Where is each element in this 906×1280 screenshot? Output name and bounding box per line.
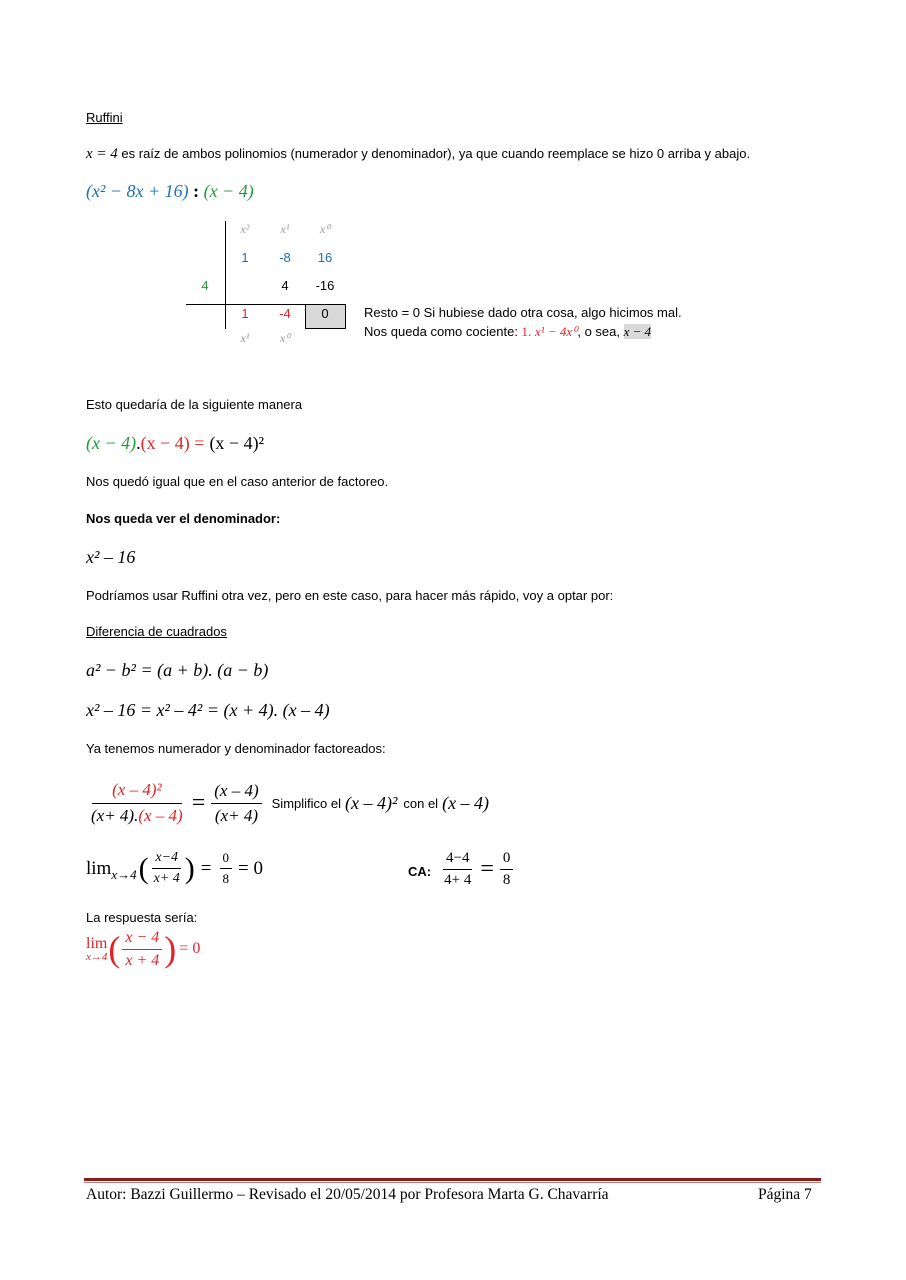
fraction-right-den: (x+ 4) bbox=[214, 805, 258, 825]
eight-den: 8 bbox=[222, 871, 230, 886]
dividend: (x² − 8x + 16) bbox=[86, 181, 189, 201]
fraction-right-num: (x – 4) bbox=[211, 781, 261, 804]
mid-1: 4 bbox=[281, 278, 289, 293]
cociente-final: x − 4 bbox=[623, 324, 652, 339]
final-eq: = 0 bbox=[179, 940, 201, 957]
footer-page-number: Página 7 bbox=[758, 1186, 812, 1203]
ca-label: CA: bbox=[408, 864, 432, 879]
ca-num: 4−4 bbox=[443, 850, 472, 870]
simplify-a: (x – 4)² bbox=[345, 792, 398, 813]
coeff-1: 1 bbox=[241, 250, 249, 265]
factor-dot: . bbox=[136, 433, 141, 453]
resto-text: Resto = 0 Si hubiese dado otra cosa, algo hicimos mal. bbox=[364, 305, 682, 320]
lim-eq2: = 0 bbox=[238, 857, 263, 879]
factor-b: (x − 4) = bbox=[140, 433, 205, 453]
factored-fraction-line bbox=[86, 780, 489, 826]
fraction-right bbox=[211, 781, 261, 826]
difference-formula: a² − b² = (a + b). (a − b) bbox=[86, 660, 269, 680]
final-paren-close: ) bbox=[164, 929, 177, 969]
factored-equation bbox=[86, 433, 264, 454]
lim-fraction bbox=[151, 850, 183, 887]
ruffini-root: 4 bbox=[201, 278, 209, 293]
final-fraction bbox=[122, 929, 162, 970]
cociente-line bbox=[364, 324, 651, 340]
final-den: x + 4 bbox=[125, 951, 160, 969]
respuesta-label: La respuesta sería: bbox=[86, 910, 198, 925]
ca-den: 4+ 4 bbox=[444, 872, 472, 888]
ca-check bbox=[408, 850, 515, 889]
ca-eq: = bbox=[480, 856, 494, 882]
root-eq: x = 4 bbox=[86, 146, 118, 162]
root-text: es raíz de ambos polinomios (numerador y denominador), ya que cuando reemplace se hizo 0 arriba y abajo. bbox=[117, 146, 751, 161]
simplify-b: (x – 4) bbox=[442, 792, 490, 813]
lim-eq1: = bbox=[200, 857, 212, 879]
lim-sub: x→4 bbox=[111, 866, 137, 882]
denominator-heading: Nos queda ver el denominador: bbox=[86, 511, 281, 526]
final-lim-word: lim bbox=[86, 935, 108, 952]
label-x1: x¹ bbox=[280, 222, 290, 236]
final-lim-sub: x→4 bbox=[86, 951, 108, 963]
ya-tenemos-text: Ya tenemos numerador y denominador factoreados: bbox=[86, 741, 386, 756]
label-x0: x⁰ bbox=[319, 222, 331, 236]
table-horizontal-rule bbox=[186, 304, 306, 305]
den-part-b: (x – 4) bbox=[138, 806, 183, 825]
diferencia-heading: Diferencia de cuadrados bbox=[86, 624, 227, 639]
final-paren-open: ( bbox=[108, 929, 121, 969]
footer-rule-thin bbox=[84, 1182, 821, 1183]
ca-result bbox=[500, 850, 514, 889]
esto-text: Esto quedaría de la siguiente manera bbox=[86, 397, 303, 412]
difference-application: x² – 16 = x² – 4² = (x + 4). (x – 4) bbox=[86, 700, 330, 720]
lim-word: lim bbox=[86, 857, 112, 879]
cociente-prefix: Nos queda como cociente: bbox=[364, 324, 522, 339]
lim-paren-open: ( bbox=[138, 851, 149, 885]
remainder: 0 bbox=[321, 306, 329, 321]
cociente-expr: x¹ − 4x⁰ bbox=[534, 324, 578, 339]
result-1: 1 bbox=[241, 306, 249, 321]
den-part-a: (x+ 4). bbox=[91, 806, 139, 825]
con-el-label: con el bbox=[403, 795, 439, 811]
ca-fraction bbox=[441, 850, 474, 889]
limit-line bbox=[86, 850, 263, 887]
bottom-label-x1: x¹ bbox=[240, 331, 250, 345]
ca-eight: 8 bbox=[502, 872, 511, 888]
footer-rule bbox=[84, 1178, 821, 1181]
lim-paren-close: ) bbox=[184, 851, 195, 885]
denominator-expression: x² – 16 bbox=[86, 547, 136, 567]
final-answer bbox=[86, 928, 200, 970]
fraction-equals: = bbox=[191, 789, 206, 816]
zero-num: 0 bbox=[220, 850, 233, 869]
result-2: -4 bbox=[279, 306, 291, 321]
factor-a: (x − 4) bbox=[86, 433, 137, 453]
coeff-2: -8 bbox=[279, 250, 291, 265]
cociente-one: 1. bbox=[521, 324, 532, 339]
divisor: (x − 4) bbox=[203, 181, 254, 201]
cociente-mid: , o sea, bbox=[577, 324, 624, 339]
nos-quedo-text: Nos quedó igual que en el caso anterior de factoreo. bbox=[86, 474, 389, 489]
lim-den: x+ 4 bbox=[153, 871, 180, 886]
lim-num: x−4 bbox=[152, 850, 181, 869]
ca-zero: 0 bbox=[500, 850, 514, 870]
factor-c: (x − 4)² bbox=[209, 433, 264, 453]
ruffini-heading: Ruffini bbox=[86, 110, 123, 125]
division-sep: : bbox=[188, 181, 204, 201]
coeff-3: 16 bbox=[317, 250, 333, 265]
fraction-left-den bbox=[88, 804, 186, 826]
final-lim bbox=[86, 935, 107, 963]
zero-over-eight bbox=[220, 850, 233, 887]
label-x2: x² bbox=[240, 222, 250, 236]
mid-2: -16 bbox=[315, 278, 335, 293]
root-paragraph bbox=[86, 146, 750, 163]
final-num: x − 4 bbox=[122, 929, 162, 950]
fraction-left-num: (x – 4)² bbox=[92, 780, 181, 804]
bottom-label-x0: x⁰ bbox=[279, 331, 291, 345]
simplifico-label: Simplifico el bbox=[271, 795, 341, 811]
podriamos-text: Podríamos usar Ruffini otra vez, pero en este caso, para hacer más rápido, voy a optar por: bbox=[86, 588, 614, 603]
footer-author: Autor: Bazzi Guillermo – Revisado el 20/05/2014 por Profesora Marta G. Chavarría bbox=[86, 1186, 609, 1203]
division-expression bbox=[86, 181, 254, 202]
fraction-left bbox=[88, 780, 186, 826]
